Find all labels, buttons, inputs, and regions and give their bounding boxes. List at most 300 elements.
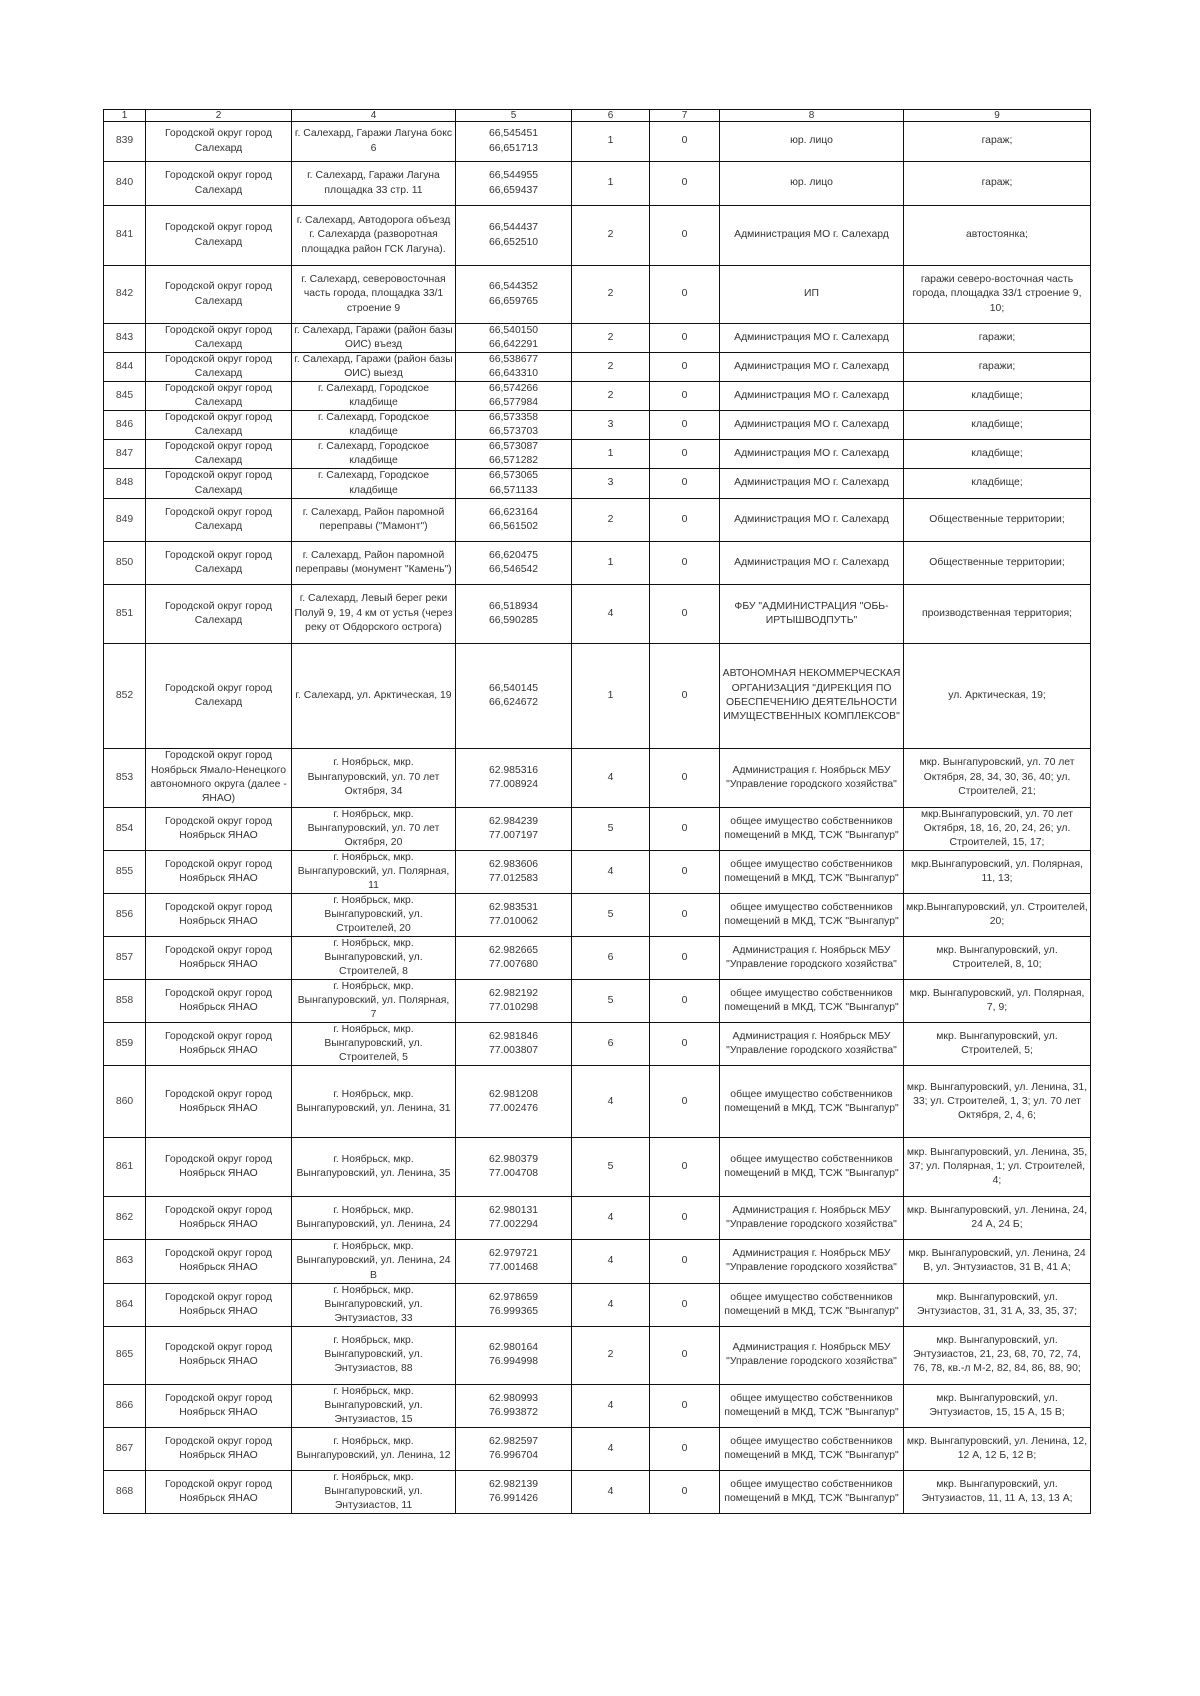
served-objects-cell: мкр. Вынгапуровский, ул. Энтузиастов, 15, 15 А, 15 В; [904, 1384, 1091, 1427]
district-cell: Городской округ город Ноябрьск ЯНАО [146, 893, 292, 936]
row-number-cell: 844 [104, 353, 146, 382]
table-row [104, 382, 1091, 411]
longitude-value: 66,571133 [489, 484, 538, 496]
address-cell: г. Ноябрьск, мкр. Вынгапуровский, ул. Полярная, 11 [292, 850, 456, 893]
address-cell: г. Салехард, Район паромной переправы ("Мамонт") [292, 498, 456, 541]
owner-cell: общее имущество собственников помещений в МКД, ТСЖ "Вынгапур" [720, 1470, 904, 1513]
table-header-row [104, 110, 1091, 122]
table-row [104, 541, 1091, 584]
served-objects-cell: мкр. Вынгапуровский, ул. Строителей, 8, 10; [904, 936, 1091, 979]
table-row [104, 1326, 1091, 1384]
row-number-cell: 862 [104, 1197, 146, 1240]
row-number-cell: 845 [104, 382, 146, 411]
longitude-value: 66,590285 [488, 614, 539, 626]
longitude-value: 66,651713 [488, 142, 539, 154]
table-row [104, 1138, 1091, 1197]
served-objects-cell: кладбище; [904, 440, 1091, 469]
served-objects-cell: мкр. Вынгапуровский, ул. Ленина, 35, 37; ул. Полярная, 1; ул. Строителей, 4; [904, 1138, 1091, 1197]
column-6-cell: 2 [572, 266, 650, 324]
district-cell: Городской округ город Ноябрьск ЯНАО [146, 1023, 292, 1066]
coordinates-cell [456, 850, 572, 893]
longitude-value: 66,642291 [488, 339, 539, 351]
column-7-cell: 0 [650, 498, 720, 541]
latitude-value: 62.985316 [488, 764, 539, 776]
longitude-value: 76.993872 [488, 1406, 539, 1418]
column-6-cell: 4 [572, 1384, 650, 1427]
column-7-cell: 0 [650, 1470, 720, 1513]
coordinates-cell [456, 411, 572, 440]
longitude-value: 77.010298 [488, 1002, 539, 1014]
longitude-value: 77.003807 [488, 1045, 539, 1057]
coordinates-cell [456, 643, 572, 748]
coordinates-cell [456, 353, 572, 382]
district-cell: Городской округ город Салехард [146, 266, 292, 324]
district-cell: Городской округ город Салехард [146, 162, 292, 206]
column-header: 9 [904, 110, 1091, 122]
owner-cell: Администрация МО г. Салехард [720, 498, 904, 541]
row-number-cell: 841 [104, 206, 146, 266]
coordinates-cell [456, 1283, 572, 1326]
table-row [104, 1470, 1091, 1513]
longitude-value: 77.002294 [488, 1219, 539, 1231]
table-row [104, 440, 1091, 469]
served-objects-cell: мкр. Вынгапуровский, ул. Полярная, 7, 9; [904, 980, 1091, 1023]
longitude-value: 66,659765 [488, 295, 539, 307]
longitude-value: 77.007197 [488, 829, 539, 841]
coordinates-cell [456, 807, 572, 850]
served-objects-cell: кладбище; [904, 469, 1091, 498]
table-row [104, 584, 1091, 643]
latitude-value: 62.982192 [488, 988, 539, 1000]
row-number-cell: 867 [104, 1427, 146, 1470]
address-cell: г. Салехард, Городское кладбище [292, 469, 456, 498]
column-header: 5 [456, 110, 572, 122]
district-cell: Городской округ город Ноябрьск ЯНАО [146, 807, 292, 850]
owner-cell: Администрация г. Ноябрьск МБУ "Управление городского хозяйства" [720, 1326, 904, 1384]
owner-cell: Администрация г. Ноябрьск МБУ "Управление городского хозяйства" [720, 1023, 904, 1066]
served-objects-cell: мкр. Вынгапуровский, ул. Строителей, 5; [904, 1023, 1091, 1066]
row-number-cell: 864 [104, 1283, 146, 1326]
owner-cell: общее имущество собственников помещений в МКД, ТСЖ "Вынгапур" [720, 980, 904, 1023]
longitude-value: 76.994998 [488, 1356, 539, 1368]
address-cell: г. Ноябрьск, мкр. Вынгапуровский, ул. Энтузиастов, 11 [292, 1470, 456, 1513]
column-header: 8 [720, 110, 904, 122]
latitude-value: 62.982597 [488, 1435, 539, 1447]
owner-cell: Администрация МО г. Салехард [720, 440, 904, 469]
table-row [104, 469, 1091, 498]
district-cell: Городской округ город Салехард [146, 584, 292, 643]
column-6-cell: 2 [572, 324, 650, 353]
column-7-cell: 0 [650, 1240, 720, 1283]
column-6-cell: 4 [572, 1197, 650, 1240]
latitude-value: 62.981846 [488, 1031, 539, 1043]
address-cell: г. Ноябрьск, мкр. Вынгапуровский, ул. Ленина, 24 [292, 1197, 456, 1240]
longitude-value: 77.007680 [488, 959, 539, 971]
latitude-value: 62.980164 [488, 1342, 539, 1354]
column-6-cell: 4 [572, 1066, 650, 1138]
owner-cell: общее имущество собственников помещений в МКД, ТСЖ "Вынгапур" [720, 1384, 904, 1427]
latitude-value: 62.980993 [488, 1392, 539, 1404]
address-cell: г. Ноябрьск, мкр. Вынгапуровский, ул. Строителей, 20 [292, 893, 456, 936]
served-objects-cell: мкр. Вынгапуровский, ул. Ленина, 31, 33; ул. Строителей, 1, 3; ул. 70 лет Октября, 2, 4, 6; [904, 1066, 1091, 1138]
coordinates-cell [456, 498, 572, 541]
owner-cell: Администрация МО г. Салехард [720, 324, 904, 353]
table-row [104, 748, 1091, 807]
longitude-value: 77.008924 [488, 778, 539, 790]
longitude-value: 77.004708 [488, 1168, 539, 1180]
coordinates-cell [456, 382, 572, 411]
table-row [104, 1384, 1091, 1427]
table-row [104, 1197, 1091, 1240]
coordinates-cell [456, 1470, 572, 1513]
column-6-cell: 1 [572, 122, 650, 162]
column-6-cell: 2 [572, 382, 650, 411]
served-objects-cell: Общественные территории; [904, 541, 1091, 584]
owner-cell: общее имущество собственников помещений в МКД, ТСЖ "Вынгапур" [720, 850, 904, 893]
column-7-cell: 0 [650, 411, 720, 440]
longitude-value: 66,573703 [488, 426, 539, 438]
row-number-cell: 859 [104, 1023, 146, 1066]
column-7-cell: 0 [650, 936, 720, 979]
latitude-value: 66,538677 [488, 354, 539, 366]
address-cell: г. Салехард, Гаражи (район базы ОИС) выезд [292, 353, 456, 382]
latitude-value: 66,573087 [488, 441, 539, 453]
owner-cell: Администрация МО г. Салехард [720, 382, 904, 411]
coordinates-cell [456, 893, 572, 936]
document-page [103, 109, 1090, 1514]
address-cell: г. Ноябрьск, мкр. Вынгапуровский, ул. Энтузиастов, 88 [292, 1326, 456, 1384]
owner-cell: общее имущество собственников помещений в МКД, ТСЖ "Вынгапур" [720, 1138, 904, 1197]
coordinates-cell [456, 266, 572, 324]
longitude-value: 77.012583 [488, 872, 539, 884]
latitude-value: 66,540145 [488, 682, 539, 694]
latitude-value: 66,573358 [488, 412, 539, 424]
table-row [104, 498, 1091, 541]
row-number-cell: 840 [104, 162, 146, 206]
district-cell: Городской округ город Ноябрьск ЯНАО [146, 1240, 292, 1283]
owner-cell: Администрация г. Ноябрьск МБУ "Управление городского хозяйства" [720, 936, 904, 979]
table-row [104, 1023, 1091, 1066]
latitude-value: 62.981208 [488, 1088, 539, 1100]
table-row [104, 1427, 1091, 1470]
longitude-value: 76.991426 [488, 1492, 539, 1504]
column-6-cell: 4 [572, 584, 650, 643]
owner-cell: общее имущество собственников помещений в МКД, ТСЖ "Вынгапур" [720, 1283, 904, 1326]
latitude-value: 62.982665 [488, 945, 539, 956]
address-cell: г. Салехард, Левый берег реки Полуй 9, 19, 4 км от устья (через реку от Обдорского острога) [292, 584, 456, 643]
column-6-cell: 5 [572, 893, 650, 936]
table-row [104, 643, 1091, 748]
column-7-cell: 0 [650, 1197, 720, 1240]
address-cell: г. Ноябрьск, мкр. Вынгапуровский, ул. Строителей, 8 [292, 936, 456, 979]
owner-cell: АВТОНОМНАЯ НЕКОММЕРЧЕСКАЯ ОРГАНИЗАЦИЯ "ДИРЕКЦИЯ ПО ОБЕСПЕЧЕНИЮ ДЕЯТЕЛЬНОСТИ ИМУЩЕСТВЕННЫХ КОМПЛЕКСОВ" [720, 643, 904, 748]
row-number-cell: 839 [104, 122, 146, 162]
row-number-cell: 849 [104, 498, 146, 541]
owner-cell: общее имущество собственников помещений в МКД, ТСЖ "Вынгапур" [720, 1427, 904, 1470]
coordinates-cell [456, 584, 572, 643]
owner-cell: Администрация МО г. Салехард [720, 541, 904, 584]
district-cell: Городской округ город Ноябрьск ЯНАО [146, 1427, 292, 1470]
row-number-cell: 868 [104, 1470, 146, 1513]
district-cell: Городской округ город Ноябрьск ЯНАО [146, 980, 292, 1023]
longitude-value: 77.010062 [488, 915, 539, 927]
longitude-value: 77.001468 [488, 1262, 539, 1274]
coordinates-cell [456, 206, 572, 266]
column-6-cell: 2 [572, 353, 650, 382]
address-cell: г. Салехард, Гаражи Лагуна бокс 6 [292, 122, 456, 162]
owner-cell: общее имущество собственников помещений в МКД, ТСЖ "Вынгапур" [720, 807, 904, 850]
row-number-cell: 843 [104, 324, 146, 353]
column-header: 1 [104, 110, 146, 122]
column-7-cell: 0 [650, 748, 720, 807]
district-cell: Городской округ город Салехард [146, 122, 292, 162]
served-objects-cell: мкр. Вынгапуровский, ул. Энтузиастов, 11, 11 А, 13, 13 А; [904, 1470, 1091, 1513]
address-cell: г. Салехард, Городское кладбище [292, 382, 456, 411]
column-7-cell: 0 [650, 807, 720, 850]
table-row [104, 980, 1091, 1023]
column-7-cell: 0 [650, 122, 720, 162]
row-number-cell: 854 [104, 807, 146, 850]
row-number-cell: 847 [104, 440, 146, 469]
row-number-cell: 853 [104, 748, 146, 807]
longitude-value: 66,624672 [488, 696, 539, 708]
row-number-cell: 848 [104, 469, 146, 498]
table-row [104, 162, 1091, 206]
column-7-cell: 0 [650, 1023, 720, 1066]
address-cell: г. Ноябрьск, мкр. Вынгапуровский, ул. Полярная, 7 [292, 980, 456, 1023]
district-cell: Городской округ город Салехард [146, 498, 292, 541]
column-6-cell: 3 [572, 469, 650, 498]
coordinates-cell [456, 1384, 572, 1427]
coordinates-cell [456, 324, 572, 353]
column-6-cell: 3 [572, 411, 650, 440]
owner-cell: Администрация МО г. Салехард [720, 206, 904, 266]
column-7-cell: 0 [650, 980, 720, 1023]
table-row [104, 266, 1091, 324]
column-6-cell: 5 [572, 807, 650, 850]
served-objects-cell: мкр.Вынгапуровский, ул. Строителей, 20; [904, 893, 1091, 936]
owner-cell: общее имущество собственников помещений в МКД, ТСЖ "Вынгапур" [720, 1066, 904, 1138]
address-cell: г. Ноябрьск, мкр. Вынгапуровский, ул. 70 лет Октября, 20 [292, 807, 456, 850]
column-7-cell: 0 [650, 1066, 720, 1138]
table-row [104, 411, 1091, 440]
column-7-cell: 0 [650, 893, 720, 936]
longitude-value: 76.999365 [488, 1305, 539, 1317]
coordinates-cell [456, 122, 572, 162]
coordinates-cell [456, 1066, 572, 1138]
owner-cell: Администрация МО г. Салехард [720, 469, 904, 498]
owner-cell: ФБУ "АДМИНИСТРАЦИЯ "ОБЬ-ИРТЫШВОДПУТЬ" [720, 584, 904, 643]
column-7-cell: 0 [650, 1427, 720, 1470]
served-objects-cell: мкр. Вынгапуровский, ул. 70 лет Октября, 28, 34, 30, 36, 40; ул. Строителей, 21; [904, 748, 1091, 807]
address-cell: г. Ноябрьск, мкр. Вынгапуровский, ул. Ленина, 35 [292, 1138, 456, 1197]
column-7-cell: 0 [650, 162, 720, 206]
coordinates-cell [456, 440, 572, 469]
longitude-value: 66,546542 [488, 563, 539, 575]
column-header: 4 [292, 110, 456, 122]
coordinates-cell [456, 1240, 572, 1283]
owner-cell: юр. лицо [720, 162, 904, 206]
coordinates-cell [456, 162, 572, 206]
address-cell: г. Ноябрьск, мкр. Вынгапуровский, ул. Строителей, 5 [292, 1023, 456, 1066]
address-cell: г. Ноябрьск, мкр. Вынгапуровский, ул. Ленина, 24 В [292, 1240, 456, 1283]
column-header: 7 [650, 110, 720, 122]
column-7-cell: 0 [650, 1326, 720, 1384]
latitude-value: 66,544437 [488, 222, 539, 234]
column-header: 2 [146, 110, 292, 122]
column-6-cell: 4 [572, 748, 650, 807]
column-7-cell: 0 [650, 1138, 720, 1197]
district-cell: Городской округ город Ноябрьск ЯНАО [146, 1066, 292, 1138]
row-number-cell: 863 [104, 1240, 146, 1283]
district-cell: Городской округ город Салехард [146, 440, 292, 469]
latitude-value: 62.984239 [488, 815, 539, 827]
longitude-value: 66,643310 [488, 368, 539, 380]
district-cell: Городской округ город Салехард [146, 411, 292, 440]
served-objects-cell: автостоянка; [904, 206, 1091, 266]
table-row [104, 1066, 1091, 1138]
coordinates-cell [456, 1197, 572, 1240]
column-7-cell: 0 [650, 584, 720, 643]
address-cell: г. Ноябрьск, мкр. Вынгапуровский, ул. Ленина, 31 [292, 1066, 456, 1138]
row-number-cell: 865 [104, 1326, 146, 1384]
table-row [104, 1283, 1091, 1326]
district-cell: Городской округ город Ноябрьск ЯНАО [146, 1197, 292, 1240]
latitude-value: 62.982139 [488, 1478, 539, 1490]
row-number-cell: 860 [104, 1066, 146, 1138]
owner-cell: Администрация г. Ноябрьск МБУ "Управление городского хозяйства" [720, 748, 904, 807]
longitude-value: 66,652510 [488, 236, 539, 248]
coordinates-cell [456, 936, 572, 979]
column-6-cell: 4 [572, 1240, 650, 1283]
district-cell: Городской округ город Салехард [146, 382, 292, 411]
column-6-cell: 6 [572, 1023, 650, 1066]
served-objects-cell: кладбище; [904, 411, 1091, 440]
district-cell: Городской округ город Салехард [146, 353, 292, 382]
owner-cell: Администрация МО г. Салехард [720, 411, 904, 440]
column-7-cell: 0 [650, 541, 720, 584]
served-objects-cell: гаражи северо-восточная часть города, площадка 33/1 строение 9, 10; [904, 266, 1091, 324]
district-cell: Городской округ город Салехард [146, 469, 292, 498]
owner-cell: Администрация г. Ноябрьск МБУ "Управление городского хозяйства" [720, 1197, 904, 1240]
served-objects-cell: гаражи; [904, 324, 1091, 353]
column-6-cell: 5 [572, 980, 650, 1023]
coordinates-cell [456, 980, 572, 1023]
coordinates-cell [456, 1326, 572, 1384]
address-cell: г. Ноябрьск, мкр. Вынгапуровский, ул. Энтузиастов, 33 [292, 1283, 456, 1326]
column-6-cell: 5 [572, 1138, 650, 1197]
coordinates-cell [456, 469, 572, 498]
row-number-cell: 861 [104, 1138, 146, 1197]
served-objects-cell: гараж; [904, 162, 1091, 206]
served-objects-cell: мкр.Вынгапуровский, ул. Полярная, 11, 13; [904, 850, 1091, 893]
served-objects-cell: мкр. Вынгапуровский, ул. Ленина, 24 В, ул. Энтузиастов, 31 В, 41 А; [904, 1240, 1091, 1283]
served-objects-cell: мкр. Вынгапуровский, ул. Ленина, 24, 24 А, 24 Б; [904, 1197, 1091, 1240]
longitude-value: 77.002476 [488, 1102, 539, 1114]
table-body [104, 122, 1091, 1514]
district-cell: Городской округ город Ноябрьск Ямало-Ненецкого автономного округа (далее - ЯНАО) [146, 748, 292, 807]
latitude-value: 66,574266 [488, 383, 539, 395]
served-objects-cell: ул. Арктическая, 19; [904, 643, 1091, 748]
served-objects-cell: мкр. Вынгапуровский, ул. Ленина, 12, 12 А, 12 Б, 12 В; [904, 1427, 1091, 1470]
column-7-cell: 0 [650, 382, 720, 411]
latitude-value: 66,540150 [488, 325, 539, 336]
row-number-cell: 857 [104, 936, 146, 979]
row-number-cell: 852 [104, 643, 146, 748]
latitude-value: 66,544352 [488, 281, 539, 293]
latitude-value: 66,545451 [488, 128, 539, 140]
address-cell: г. Ноябрьск, мкр. Вынгапуровский, ул. Энтузиастов, 15 [292, 1384, 456, 1427]
column-6-cell: 6 [572, 936, 650, 979]
coordinates-cell [456, 748, 572, 807]
latitude-value: 62.983531 [488, 901, 539, 913]
owner-cell: Администрация МО г. Салехард [720, 353, 904, 382]
row-number-cell: 850 [104, 541, 146, 584]
column-header: 6 [572, 110, 650, 122]
column-6-cell: 4 [572, 850, 650, 893]
registry-table [103, 109, 1091, 1514]
table-row [104, 353, 1091, 382]
served-objects-cell: мкр. Вынгапуровский, ул. Энтузиастов, 21, 23, 68, 70, 72, 74, 76, 78, кв.-л М-2, 82, 84, 86, 88, 90; [904, 1326, 1091, 1384]
address-cell: г. Салехард, Автодорога объезд г. Салехарда (разворотная площадка район ГСК Лагуна). [292, 206, 456, 266]
coordinates-cell [456, 1023, 572, 1066]
district-cell: Городской округ город Ноябрьск ЯНАО [146, 936, 292, 979]
row-number-cell: 855 [104, 850, 146, 893]
column-7-cell: 0 [650, 206, 720, 266]
row-number-cell: 866 [104, 1384, 146, 1427]
district-cell: Городской округ город Ноябрьск ЯНАО [146, 1384, 292, 1427]
address-cell: г. Ноябрьск, мкр. Вынгапуровский, ул. 70 лет Октября, 34 [292, 748, 456, 807]
owner-cell: Администрация г. Ноябрьск МБУ "Управление городского хозяйства" [720, 1240, 904, 1283]
district-cell: Городской округ город Салехард [146, 541, 292, 584]
column-7-cell: 0 [650, 850, 720, 893]
latitude-value: 66,573065 [488, 470, 539, 482]
row-number-cell: 851 [104, 584, 146, 643]
coordinates-cell [456, 1427, 572, 1470]
district-cell: Городской округ город Ноябрьск ЯНАО [146, 1138, 292, 1197]
latitude-value: 62.980379 [488, 1154, 539, 1166]
table-row [104, 850, 1091, 893]
address-cell: г. Ноябрьск, мкр. Вынгапуровский, ул. Ленина, 12 [292, 1427, 456, 1470]
column-6-cell: 4 [572, 1283, 650, 1326]
row-number-cell: 842 [104, 266, 146, 324]
column-7-cell: 0 [650, 324, 720, 353]
served-objects-cell: гаражи; [904, 353, 1091, 382]
column-6-cell: 2 [572, 1326, 650, 1384]
column-7-cell: 0 [650, 353, 720, 382]
latitude-value: 66,620475 [488, 549, 539, 561]
latitude-value: 62.983606 [488, 858, 539, 870]
owner-cell: ИП [720, 266, 904, 324]
column-6-cell: 1 [572, 643, 650, 748]
address-cell: г. Салехард, Район паромной переправы (монумент "Камень") [292, 541, 456, 584]
column-7-cell: 0 [650, 469, 720, 498]
table-row [104, 893, 1091, 936]
served-objects-cell: мкр.Вынгапуровский, ул. 70 лет Октября, 18, 16, 20, 24, 26; ул. Строителей, 15, 17; [904, 807, 1091, 850]
served-objects-cell: производственная территория; [904, 584, 1091, 643]
longitude-value: 66,561502 [488, 520, 539, 532]
table-row [104, 324, 1091, 353]
latitude-value: 66,544955 [488, 170, 539, 182]
district-cell: Городской округ город Ноябрьск ЯНАО [146, 1326, 292, 1384]
address-cell: г. Салехард, ул. Арктическая, 19 [292, 643, 456, 748]
address-cell: г. Салехард, Гаражи (район базы ОИС) въезд [292, 324, 456, 353]
address-cell: г. Салехард, Городское кладбище [292, 411, 456, 440]
table-row [104, 122, 1091, 162]
address-cell: г. Салехард, Городское кладбище [292, 440, 456, 469]
column-6-cell: 1 [572, 541, 650, 584]
address-cell: г. Салехард, Гаражи Лагуна площадка 33 стр. 11 [292, 162, 456, 206]
